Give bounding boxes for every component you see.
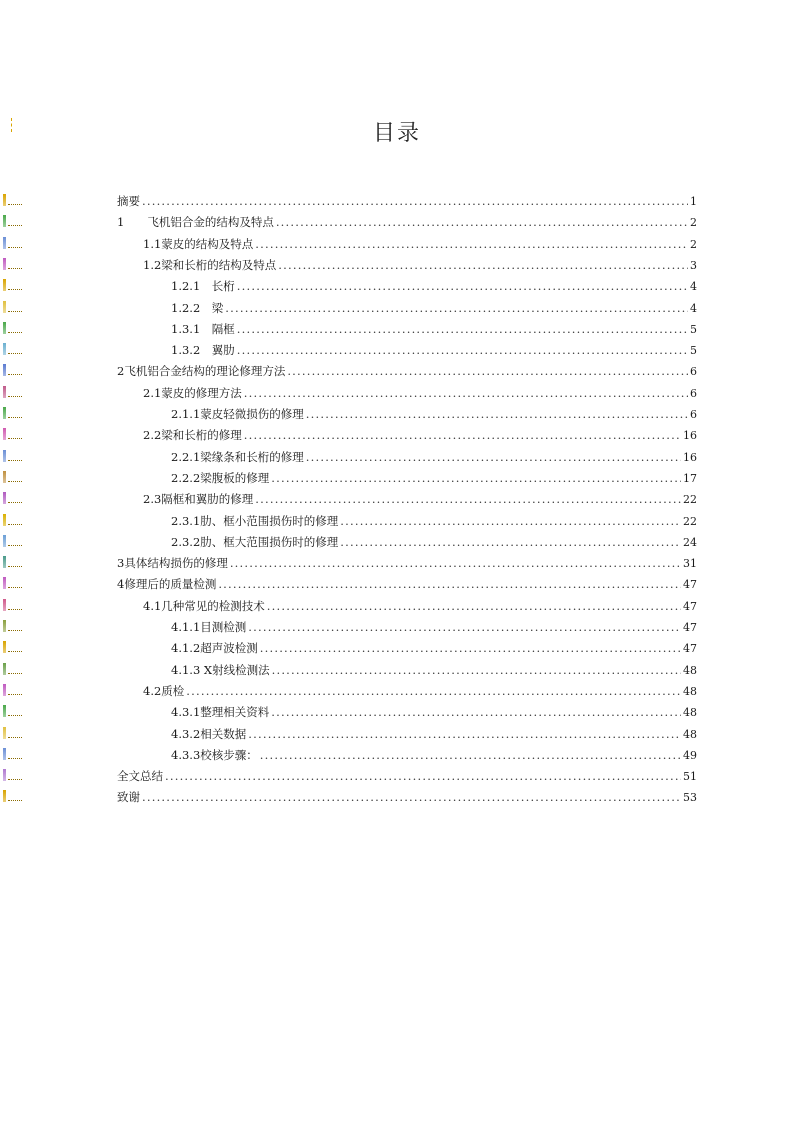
toc-row xyxy=(0,767,794,785)
toc-page-number: 6 xyxy=(690,386,697,400)
toc-page-number: 22 xyxy=(683,493,697,507)
toc-page-number: 47 xyxy=(683,599,697,613)
page-title: 目录 xyxy=(372,121,421,146)
toc-page-number: 16 xyxy=(683,429,697,443)
toc-row xyxy=(0,341,794,359)
toc-entry[interactable] xyxy=(171,661,697,679)
toc-entry[interactable] xyxy=(143,426,697,444)
toc-entry-label: 1.1蒙皮的结构及特点 xyxy=(143,236,254,251)
toc-entry-label: 致谢 xyxy=(117,790,140,805)
toc-row xyxy=(0,192,794,210)
dot-leader xyxy=(340,533,681,551)
toc-row xyxy=(0,512,794,530)
toc-entry[interactable] xyxy=(117,788,697,806)
dot-leader xyxy=(244,426,681,444)
toc-entry[interactable] xyxy=(143,235,697,253)
revision-marker-icon xyxy=(3,194,23,206)
toc-row xyxy=(0,320,794,338)
revision-marker-icon xyxy=(3,386,23,398)
toc-entry-label: 1 飞机铝合金的结构及特点 xyxy=(117,215,274,230)
toc-entry-label: 2.3隔框和翼肋的修理 xyxy=(143,492,254,507)
toc-entry-label: 4.1几种常见的检测技术 xyxy=(143,598,265,613)
dot-leader xyxy=(276,213,688,231)
toc-page-number: 48 xyxy=(683,663,697,677)
toc-entry-label: 4.2质检 xyxy=(143,683,185,698)
dot-leader xyxy=(230,554,681,572)
toc-row xyxy=(0,469,794,487)
toc-entry[interactable] xyxy=(117,213,697,231)
revision-marker-icon xyxy=(3,556,23,568)
toc-row xyxy=(0,277,794,295)
revision-marker-icon xyxy=(3,727,23,739)
toc-entry[interactable] xyxy=(171,277,697,295)
toc-row xyxy=(0,661,794,679)
toc-row xyxy=(0,533,794,551)
toc-page-number: 49 xyxy=(683,748,697,762)
revision-marker-icon xyxy=(3,407,23,419)
toc-page-number: 22 xyxy=(683,514,697,528)
toc-entry[interactable] xyxy=(117,575,697,593)
toc-entry[interactable] xyxy=(171,746,697,764)
revision-marker-icon xyxy=(3,790,23,802)
toc-page-number: 24 xyxy=(683,535,697,549)
dot-leader xyxy=(237,277,688,295)
toc-entry[interactable] xyxy=(117,767,697,785)
toc-row xyxy=(0,788,794,806)
toc-page-number: 1 xyxy=(690,195,697,208)
revision-marker-icon xyxy=(3,237,23,249)
toc-entry-label: 全文总结 xyxy=(117,769,163,784)
toc-page-number: 47 xyxy=(683,578,697,592)
revision-marker-icon xyxy=(3,577,23,589)
toc-entry-label: 1.2梁和长桁的结构及特点 xyxy=(143,257,277,272)
toc-row xyxy=(0,490,794,508)
dot-leader xyxy=(271,469,681,487)
toc-entry-label: 2.3.1肋、框小范围损伤时的修理 xyxy=(171,513,339,528)
toc-entry[interactable] xyxy=(117,554,697,572)
toc-entry-label: 4.1.1目测检测 xyxy=(171,620,247,634)
toc-row xyxy=(0,618,794,636)
toc-row xyxy=(0,405,794,423)
dot-leader xyxy=(255,235,688,253)
revision-marker-icon xyxy=(3,279,23,291)
toc-entry[interactable] xyxy=(171,320,697,338)
revision-marker-icon xyxy=(3,684,23,696)
revision-marker-icon xyxy=(3,663,23,675)
dot-leader xyxy=(306,405,688,423)
toc-entry-label: 2.2.2梁腹板的修理 xyxy=(171,470,270,485)
dot-leader xyxy=(267,597,681,615)
toc-page-number: 48 xyxy=(683,706,697,720)
toc-page-number: 16 xyxy=(683,450,697,464)
toc-entry-label: 4.3.3校核步骤： xyxy=(171,747,258,762)
toc-entry[interactable] xyxy=(171,703,697,721)
toc-page-number: 6 xyxy=(690,408,697,421)
revision-marker-icon xyxy=(3,215,23,227)
revision-marker-icon xyxy=(3,535,23,547)
toc-entry[interactable] xyxy=(171,533,697,551)
toc-page-number: 17 xyxy=(683,471,697,485)
revision-marker-icon xyxy=(3,769,23,781)
revision-marker-icon xyxy=(3,301,23,313)
revision-marker-icon xyxy=(3,258,23,270)
toc-entry[interactable] xyxy=(171,725,697,743)
toc-row xyxy=(0,554,794,572)
revision-marker-icon xyxy=(3,364,23,376)
revision-marker-icon xyxy=(3,705,23,717)
toc-entry-label: 1.2.2 梁 xyxy=(171,300,224,315)
toc-row xyxy=(0,256,794,274)
dot-leader xyxy=(340,512,681,530)
revision-marker-icon xyxy=(3,492,23,504)
dot-leader xyxy=(272,661,681,679)
dot-leader xyxy=(306,448,681,466)
toc-row xyxy=(0,384,794,402)
toc-page-number: 3 xyxy=(690,258,697,272)
revision-marker-icon xyxy=(3,471,23,483)
toc-entry[interactable] xyxy=(117,362,697,380)
toc-page-number: 6 xyxy=(690,365,697,379)
toc-entry-label: 2飞机铝合金结构的理论修理方法 xyxy=(117,364,286,379)
dot-leader xyxy=(218,575,681,593)
toc-row xyxy=(0,448,794,466)
revision-marker-icon xyxy=(3,322,23,334)
toc-page-number: 47 xyxy=(683,642,697,656)
revision-marker-icon xyxy=(3,514,23,526)
dot-leader xyxy=(260,639,681,657)
dot-leader xyxy=(237,341,688,359)
toc-entry[interactable] xyxy=(171,469,697,487)
toc-entry-label: 4.3.1整理相关资料 xyxy=(171,705,270,720)
toc-entry[interactable] xyxy=(171,341,697,359)
toc-page-number: 2 xyxy=(690,237,697,251)
dot-leader xyxy=(142,192,688,210)
revision-marker-icon xyxy=(3,343,23,355)
revision-marker-icon xyxy=(3,599,23,611)
toc-row xyxy=(0,299,794,317)
toc-page-number: 47 xyxy=(683,621,697,634)
dot-leader xyxy=(260,746,681,764)
toc-page-number: 48 xyxy=(683,727,697,741)
toc-entry[interactable] xyxy=(143,597,697,615)
dot-leader xyxy=(237,320,688,338)
toc-entry[interactable] xyxy=(171,299,697,317)
toc-page-number: 2 xyxy=(690,216,697,230)
toc-entry[interactable] xyxy=(143,682,697,700)
toc-page-number: 4 xyxy=(690,280,697,294)
toc-page-number: 4 xyxy=(690,301,697,315)
toc-row xyxy=(0,213,794,231)
dot-leader xyxy=(248,725,681,743)
dot-leader xyxy=(287,362,688,380)
toc-row xyxy=(0,746,794,764)
toc-entry[interactable] xyxy=(117,192,697,210)
toc-entry[interactable] xyxy=(171,448,697,466)
toc-row xyxy=(0,235,794,253)
toc-entry-label: 1.3.2 翼肋 xyxy=(171,343,235,358)
toc-entry-label: 2.2梁和长桁的修理 xyxy=(143,428,242,443)
revision-marker-icon xyxy=(3,620,23,632)
toc-entry[interactable] xyxy=(143,256,697,274)
dot-leader xyxy=(278,256,688,274)
toc-entry-label: 2.1.1蒙皮轻微损伤的修理 xyxy=(171,407,304,421)
toc-row xyxy=(0,703,794,721)
toc-entry-label: 2.3.2肋、框大范围损伤时的修理 xyxy=(171,534,339,549)
revision-marker-icon xyxy=(3,748,23,760)
toc-page-number: 48 xyxy=(683,684,697,698)
toc-row xyxy=(0,362,794,380)
toc-row xyxy=(0,597,794,615)
dot-leader xyxy=(142,788,681,806)
toc-entry[interactable] xyxy=(143,384,697,402)
toc-page-number: 53 xyxy=(683,791,697,805)
dot-leader xyxy=(255,490,681,508)
dot-leader xyxy=(225,299,688,317)
toc-entry[interactable] xyxy=(143,490,697,508)
toc-entry-label: 3具体结构损伤的修理 xyxy=(117,556,228,571)
toc-page-number: 51 xyxy=(683,770,697,784)
toc-row xyxy=(0,575,794,593)
toc-entry-label: 4.1.3 X射线检测法 xyxy=(171,662,270,677)
toc-row xyxy=(0,682,794,700)
dot-leader xyxy=(244,384,688,402)
toc-entry-label: 摘要 xyxy=(117,194,140,208)
toc-row xyxy=(0,426,794,444)
toc-entry-label: 2.2.1梁缘条和长桁的修理 xyxy=(171,449,304,464)
revision-marker-icon xyxy=(3,641,23,653)
dot-leader xyxy=(271,703,681,721)
revision-marker-icon xyxy=(3,428,23,440)
toc-row xyxy=(0,725,794,743)
toc-entry[interactable] xyxy=(171,512,697,530)
dot-leader xyxy=(248,618,681,636)
toc-entry[interactable] xyxy=(171,405,697,423)
toc-entry-label: 4修理后的质量检测 xyxy=(117,577,217,592)
revision-marker-icon xyxy=(3,450,23,462)
toc-page-number: 5 xyxy=(690,344,697,358)
toc-page-number: 5 xyxy=(690,322,697,336)
toc-entry-label: 1.3.1 隔框 xyxy=(171,321,235,336)
toc-entry-label: 1.2.1 长桁 xyxy=(171,279,235,294)
toc-page-number: 31 xyxy=(683,557,697,571)
toc-entry-label: 4.3.2相关数据 xyxy=(171,726,247,741)
dot-leader xyxy=(165,767,681,785)
toc-entry-label: 2.1蒙皮的修理方法 xyxy=(143,385,242,400)
dot-leader xyxy=(186,682,681,700)
toc-row xyxy=(0,639,794,657)
toc-entry-label: 4.1.2超声波检测 xyxy=(171,641,258,656)
toc-entry[interactable] xyxy=(171,618,697,636)
toc-entry[interactable] xyxy=(171,639,697,657)
